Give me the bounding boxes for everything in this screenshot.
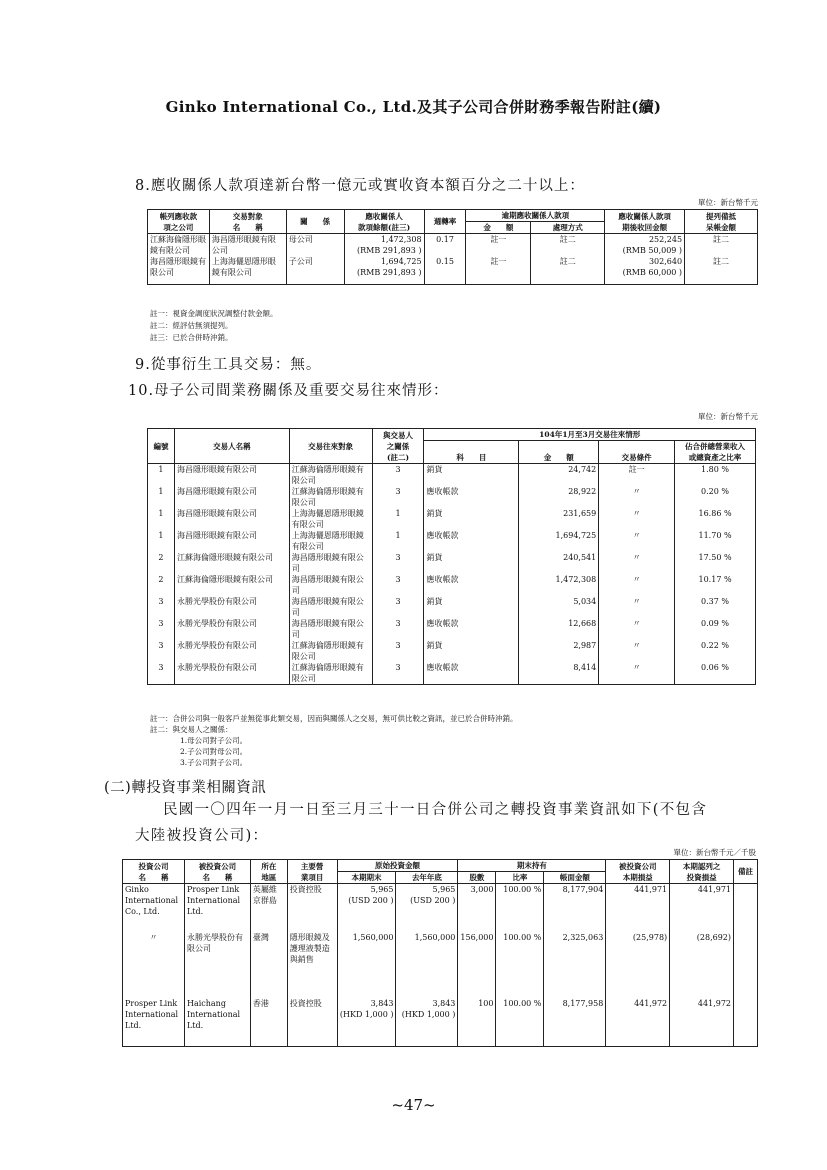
cell-amount: 8,414 (519, 662, 599, 685)
col-location: 所在 地區 (250, 860, 287, 884)
cell-text: 1,560,000 (414, 933, 456, 942)
section-9-heading: 9.從事衍生工具交易：無。 (135, 357, 322, 373)
cell-no: 3 (148, 618, 175, 640)
cell-investor (123, 884, 185, 933)
section-8-notes: 註一：視資金調度狀況調整付款金額。 註二：經評估無須提列。 註三：已於合併時沖銷。 (150, 309, 278, 342)
col-period: 104年1月至3月交易往來情形 (424, 429, 756, 441)
cell-no: 3 (148, 662, 175, 685)
cell-cur (337, 932, 396, 998)
cell-rel: 3 (372, 662, 424, 685)
cell-terms: 註一 (599, 464, 675, 487)
cell-cur (337, 998, 396, 1047)
cell-text: 隱形眼鏡及護理液製造與銷售 (289, 933, 330, 964)
cell-prev (396, 932, 458, 998)
cell-investee (184, 932, 250, 998)
cell-rel: 3 (372, 552, 424, 574)
cell-text: Prosper Link International Ltd. (186, 885, 241, 916)
table-row (148, 574, 756, 596)
cell-text: 臺灣 (252, 933, 269, 942)
cell-biz (287, 998, 337, 1047)
cell-subtext: (USD 200 ) (348, 896, 394, 905)
col-relation: 關 係 (286, 210, 344, 234)
cell-text: 441,971 (634, 885, 668, 894)
cell-text: Ginko International Co., Ltd. (125, 885, 179, 916)
col-amount: 金 額 (466, 222, 531, 234)
cell-pct (496, 884, 544, 933)
section-10-unit: 單位：新台幣千元 (698, 412, 758, 421)
table-row (123, 884, 758, 933)
table-row (148, 662, 756, 685)
cell-book (544, 884, 606, 933)
col-investee-income: 被投資公司 本期損益 (606, 860, 670, 884)
table-row: 江蘇海倫隱形眼鏡有限公司 海昌隱形眼鏡有限公司 母公司 1,472,308 (RMB 291,893 ) 0.17 註一 註二 252,245 (RMB 50,009 ) 註二 (148, 234, 758, 257)
cell-amount: 231,659 (519, 508, 599, 530)
cell-terms: 〃 (599, 530, 675, 552)
cell-ratio: 0.20 % (675, 486, 756, 508)
table-row (123, 998, 758, 1047)
cell-counterparty: 江蘇海倫隱形眼鏡有限公司 (289, 486, 372, 508)
col-item: 科 目 (424, 441, 519, 464)
cell-item: 銷貨 (424, 552, 519, 574)
intercompany-table (147, 428, 756, 685)
cell-ratio: 0.22 % (675, 640, 756, 662)
table-row (148, 464, 756, 487)
cell-no: 2 (148, 574, 175, 596)
table-row (148, 552, 756, 574)
section-10-heading: 10.母子公司間業務關係及重要交易往來情形： (128, 383, 449, 399)
cell-text: 100.00 % (503, 933, 542, 942)
page-title: Ginko International Co., Ltd.及其子公司合併財務季報告附註(續) (165, 98, 662, 116)
cell-trader: 江蘇海倫隱形眼鏡有限公司 (174, 574, 289, 596)
cell-ratio: 17.50 % (675, 552, 756, 574)
cell-text: (25,978) (632, 933, 668, 942)
cell-ratio: 0.37 % (675, 596, 756, 618)
investee-table (122, 859, 758, 1047)
col-turnover: 週轉率 (424, 210, 466, 234)
cell-inc (606, 998, 670, 1047)
cell-item: 銷貨 (424, 508, 519, 530)
cell-terms: 〃 (599, 486, 675, 508)
cell-rec (670, 998, 734, 1047)
cell-terms: 〃 (599, 640, 675, 662)
cell-item: 應收帳款 (424, 530, 519, 552)
cell-investor (123, 932, 185, 998)
cell-shares (458, 884, 496, 933)
col-recognized: 本期認列之 投資損益 (670, 860, 734, 884)
cell-text: 3,843 (370, 999, 394, 1008)
cell-rel: 3 (372, 486, 424, 508)
table-row (148, 530, 756, 552)
cell-counterparty: 海昌隱形眼鏡有限公司 (289, 574, 372, 596)
cell-trader: 永勝光學股份有限公司 (174, 640, 289, 662)
cell-terms: 〃 (599, 596, 675, 618)
section-8-unit: 單位：新台幣千元 (698, 198, 758, 207)
cell-rel: 3 (372, 618, 424, 640)
cell-rec (670, 932, 734, 998)
cell-investee (184, 884, 250, 933)
cell-no: 1 (148, 486, 175, 508)
cell-text: Prosper Link International Ltd. (125, 999, 179, 1030)
cell-investee (184, 998, 250, 1047)
cell-text: (28,692) (696, 933, 732, 942)
cell-no: 1 (148, 508, 175, 530)
cell-no: 2 (148, 552, 175, 574)
cell-terms: 〃 (599, 618, 675, 640)
section-10-notes: 註一：合併公司與一般客戶並無從事此類交易，因而與關係人之交易，無可供比較之資訊，並已於合併時沖銷。 註二：與交易人之關係： 1.母公司對子公司。 2.子公司對母公司。 3.子公司對子公司。 (150, 714, 518, 767)
cell-counterparty: 江蘇海倫隱形眼鏡有限公司 (289, 464, 372, 487)
cell-amount: 1,694,725 (519, 530, 599, 552)
cell-prev (396, 884, 458, 933)
cell-shares (458, 932, 496, 998)
cell-item: 應收帳款 (424, 574, 519, 596)
cell-counterparty: 上海海儷恩隱形眼鏡有限公司 (289, 530, 372, 552)
col-trader: 交易人名稱 (174, 429, 289, 464)
col-current: 本期期末 (337, 872, 396, 884)
cell-remark (734, 932, 758, 998)
cell-cur (337, 884, 396, 933)
cell-subtext: (HKD 1,000 ) (339, 1010, 394, 1019)
col-previous: 去年年底 (396, 872, 458, 884)
cell-trader: 海昌隱形眼鏡有限公司 (174, 464, 289, 487)
col-action: 處理方式 (531, 222, 605, 234)
cell-subtext: (USD 200 ) (410, 896, 456, 905)
col-amount: 金 額 (519, 441, 599, 464)
col-terms: 交易條件 (599, 441, 675, 464)
table-row (148, 596, 756, 618)
cell-trader: 永勝光學股份有限公司 (174, 618, 289, 640)
cell-inc (606, 884, 670, 933)
cell-text: 441,972 (634, 999, 668, 1008)
cell-trader: 永勝光學股份有限公司 (174, 596, 289, 618)
part-2-intro-line1: 民國一〇四年一月一日至三月三十一日合併公司之轉投資事業資訊如下(不包含 (163, 802, 708, 818)
cell-counterparty: 江蘇海倫隱形眼鏡有限公司 (289, 662, 372, 685)
cell-rel: 3 (372, 640, 424, 662)
cell-counterparty: 海昌隱形眼鏡有限公司 (289, 552, 372, 574)
cell-counterparty: 上海海儷恩隱形眼鏡有限公司 (289, 508, 372, 530)
part-2-unit: 單位：新台幣千元／千股 (673, 848, 756, 857)
cell-counterparty: 江蘇海倫隱形眼鏡有限公司 (289, 640, 372, 662)
cell-ratio: 11.70 % (675, 530, 756, 552)
part-2-heading: (二)轉投資事業相關資訊 (104, 780, 267, 796)
col-entity: 帳列應收款 項之公司 (148, 210, 210, 234)
col-remark: 備註 (734, 860, 758, 884)
cell-terms: 〃 (599, 574, 675, 596)
cell-terms: 〃 (599, 662, 675, 685)
page-number: ~47~ (391, 1096, 436, 1114)
cell-no: 3 (148, 640, 175, 662)
cell-counterparty: 海昌隱形眼鏡有限公司 (289, 596, 372, 618)
cell-text: 441,971 (697, 885, 732, 894)
cell-trader: 永勝光學股份有限公司 (174, 662, 289, 685)
cell-loc (250, 998, 287, 1047)
col-party: 交易對象 名 稱 (209, 210, 286, 234)
col-holding: 期末持有 (458, 860, 606, 872)
cell-trader: 海昌隱形眼鏡有限公司 (174, 530, 289, 552)
cell-text: 100.00 % (503, 999, 542, 1008)
cell-biz (287, 932, 337, 998)
cell-text: 1,560,000 (352, 933, 394, 942)
cell-amount: 2,987 (519, 640, 599, 662)
col-no: 編號 (148, 429, 175, 464)
cell-text: 100 (478, 999, 494, 1008)
col-overdue: 逾期應收關係人款項 (466, 210, 605, 222)
cell-amount: 24,742 (519, 464, 599, 487)
cell-pct (496, 932, 544, 998)
cell-amount: 240,541 (519, 552, 599, 574)
cell-ratio: 0.09 % (675, 618, 756, 640)
cell-inc (606, 932, 670, 998)
col-book: 帳面金額 (544, 872, 606, 884)
cell-amount: 5,034 (519, 596, 599, 618)
cell-text: 5,965 (432, 885, 456, 894)
cell-text: 3,000 (470, 885, 494, 894)
cell-amount: 12,668 (519, 618, 599, 640)
cell-item: 銷貨 (424, 640, 519, 662)
cell-item: 銷貨 (424, 464, 519, 487)
cell-text: 8,177,904 (562, 885, 604, 894)
cell-terms: 〃 (599, 552, 675, 574)
cell-no: 1 (148, 530, 175, 552)
cell-investor (123, 998, 185, 1047)
cell-shares (458, 998, 496, 1047)
cell-rel: 1 (372, 530, 424, 552)
cell-no: 3 (148, 596, 175, 618)
cell-text: 100.00 % (503, 885, 542, 894)
table-row (148, 486, 756, 508)
cell-amount: 1,472,308 (519, 574, 599, 596)
table-row (123, 932, 758, 998)
cell-text: 2,325,063 (562, 933, 604, 942)
cell-subtext: (HKD 1,000 ) (401, 1010, 456, 1019)
col-investor: 投資公司 名 稱 (123, 860, 185, 884)
cell-book (544, 932, 606, 998)
col-pct: 比率 (496, 872, 544, 884)
col-recovered: 應收關係人款項 期後收回金額 (605, 210, 685, 234)
col-rel: 與交易人 之關係 (註二) (372, 429, 424, 464)
col-balance: 應收關係人 款項餘額(註三) (344, 210, 424, 234)
cell-rel: 1 (372, 508, 424, 530)
table-row (148, 618, 756, 640)
col-investee: 被投資公司 名 稱 (184, 860, 250, 884)
cell-prev (396, 998, 458, 1047)
cell-text: 投資控股 (289, 999, 322, 1008)
cell-pct (496, 998, 544, 1047)
cell-item: 應收帳款 (424, 662, 519, 685)
cell-trader: 海昌隱形眼鏡有限公司 (174, 486, 289, 508)
cell-text: Haichang International Ltd. (186, 999, 241, 1030)
cell-ratio: 1.80 % (675, 464, 756, 487)
cell-text: 3,843 (432, 999, 456, 1008)
cell-remark (734, 884, 758, 933)
cell-text: 〃 (149, 933, 158, 942)
cell-text: 441,972 (697, 999, 732, 1008)
cell-ratio: 10.17 % (675, 574, 756, 596)
cell-text: 英屬維京群島 (252, 885, 277, 905)
col-business: 主要營 業項目 (287, 860, 337, 884)
cell-book (544, 998, 606, 1047)
table-row (148, 508, 756, 530)
cell-no: 1 (148, 464, 175, 487)
col-original-investment: 原始投資金額 (337, 860, 458, 872)
cell-ratio: 0.06 % (675, 662, 756, 685)
cell-trader: 海昌隱形眼鏡有限公司 (174, 508, 289, 530)
cell-trader: 江蘇海倫隱形眼鏡有限公司 (174, 552, 289, 574)
cell-text: 156,000 (460, 933, 494, 942)
cell-item: 應收帳款 (424, 486, 519, 508)
cell-rec (670, 884, 734, 933)
cell-loc (250, 884, 287, 933)
part-2-intro-line2: 大陸被投資公司)： (135, 828, 269, 844)
col-ratio: 佔合併總營業收入 或總資產之比率 (675, 441, 756, 464)
col-allowance: 提列備抵 呆帳金額 (685, 210, 758, 234)
cell-ratio: 16.86 % (675, 508, 756, 530)
cell-text: 永勝光學股份有限公司 (186, 933, 243, 953)
table-row: 海昌隱形眼鏡有限公司 上海海儷恩隱形眼鏡有限公司 子公司 1,694,725 (RMB 291,893 ) 0.15 註一 註二 302,640 (RMB 60,000 ) 註二 (148, 256, 758, 285)
receivables-table (147, 209, 758, 285)
cell-item: 銷貨 (424, 596, 519, 618)
cell-counterparty: 海昌隱形眼鏡有限公司 (289, 618, 372, 640)
cell-terms: 〃 (599, 508, 675, 530)
cell-rel: 3 (372, 464, 424, 487)
cell-text: 投資控股 (289, 885, 322, 894)
cell-amount: 28,922 (519, 486, 599, 508)
cell-item: 應收帳款 (424, 618, 519, 640)
cell-remark (734, 998, 758, 1047)
cell-loc (250, 932, 287, 998)
col-shares: 股數 (458, 872, 496, 884)
cell-biz (287, 884, 337, 933)
cell-text: 8,177,958 (562, 999, 604, 1008)
table-row (148, 640, 756, 662)
col-counterparty: 交易往來對象 (289, 429, 372, 464)
section-8-heading: 8.應收關係人款項達新台幣一億元或實收資本額百分之二十以上： (135, 178, 585, 194)
cell-text: 香港 (252, 999, 269, 1008)
cell-rel: 3 (372, 574, 424, 596)
cell-text: 5,965 (370, 885, 394, 894)
cell-rel: 3 (372, 596, 424, 618)
